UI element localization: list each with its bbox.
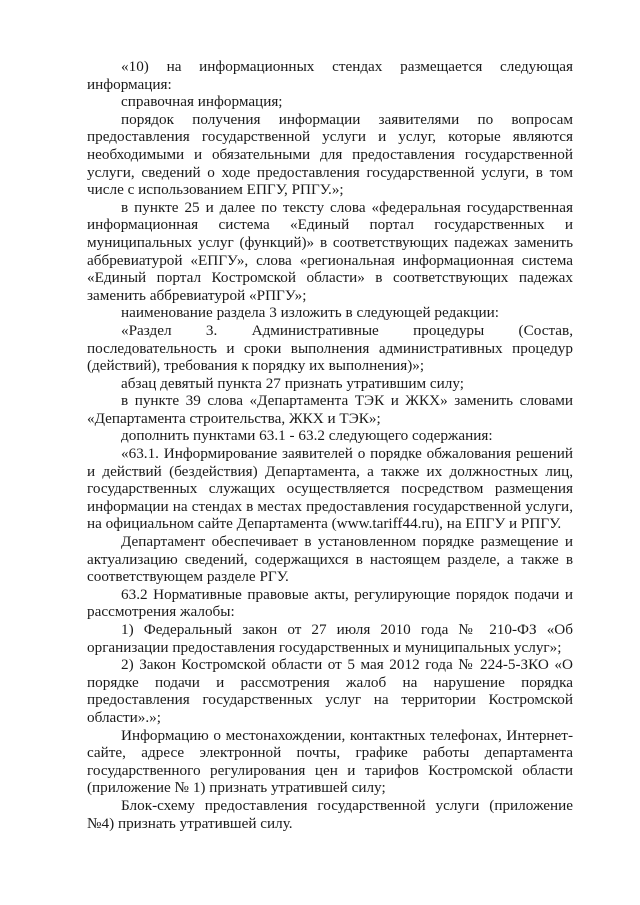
paragraph-contact-info: Информацию о местонахождении, контактных телефонах, Интернет-сайте, адресе электронной почты, графике работы департамента государственного регулирования цен и тарифов Костромской области (приложение № 1) признать утратившей силу;	[87, 726, 573, 797]
paragraph-block-scheme: Блок-схему предоставления государственной услуги (приложение №4) признать утратившей силу.	[87, 796, 573, 832]
paragraph-stands-info: «10) на информационных стендах размещается следующая информация:	[87, 58, 573, 93]
paragraph-point-25: в пункте 25 и далее по тексту слова «федеральная государственная информационная система «Единый портал государственных и муниципальных услуг (функций)» в соответствующих падежах заменить аббревиатурой «ЕПГУ», слова «региональная информационная система «Единый портал Костромской области» в соответствующих падежах заменить аббревиатурой «РПГУ»;	[87, 198, 573, 304]
paragraph-department: Департамент обеспечивает в установленном порядке размещение и актуализацию сведений, содержащихся в настоящем разделе, а также в соответствующем разделе РГУ.	[87, 533, 573, 586]
paragraph-section-3-text: «Раздел 3. Административные процедуры (Состав, последовательность и сроки выполнения административных процедур (действий), требования к порядку их выполнения)»;	[87, 321, 573, 375]
paragraph-point-27: абзац девятый пункта 27 признать утратившим силу;	[121, 374, 464, 392]
paragraph-63-2: 63.2 Нормативные правовые акты, регулирующие порядок подачи и рассмотрения жалобы:	[87, 585, 573, 621]
document-page	[87, 58, 573, 832]
paragraph-point-39: в пункте 39 слова «Департамента ТЭК и ЖКХ» заменить словами «Департамента строительства, ЖКХ и ТЭК»;	[87, 392, 573, 427]
paragraph-regional-law: 2) Закон Костромской области от 5 мая 2012 года № 224-5-ЗКО «О порядке подачи и рассмотрения жалоб на нарушение порядка предоставления государственных услуг на территории Костромской области».»;	[87, 656, 573, 726]
paragraph-63-1: «63.1. Информирование заявителей о порядке обжалования решений и действий (бездействия) Департамента, а также их должностных лиц, государственных служащих осуществляется посредством размещения информации на стендах в местах предоставления государственной услуги, на официальном сайте Департамента (www.tariff44.ru), на ЕПГУ и РПГУ.	[87, 445, 573, 533]
paragraph-add-points: дополнить пунктами 63.1 - 63.2 следующего содержания:	[121, 427, 493, 445]
paragraph-federal-law: 1) Федеральный закон от 27 июля 2010 года № 210-ФЗ «Об организации предоставления государственных и муниципальных услуг»;	[87, 621, 573, 656]
paragraph-reference-info: справочная информация;	[121, 93, 283, 111]
paragraph-section-3-title: наименование раздела 3 изложить в следующей редакции:	[121, 304, 499, 322]
paragraph-info-procedure: порядок получения информации заявителями по вопросам предоставления государственной услуги и услуг, которые являются необходимыми и обязательными для предоставления государственной услуги, сведений о ходе предоставления государственной услуги, в том числе с использованием ЕПГУ, РПГУ.»;	[87, 110, 573, 199]
